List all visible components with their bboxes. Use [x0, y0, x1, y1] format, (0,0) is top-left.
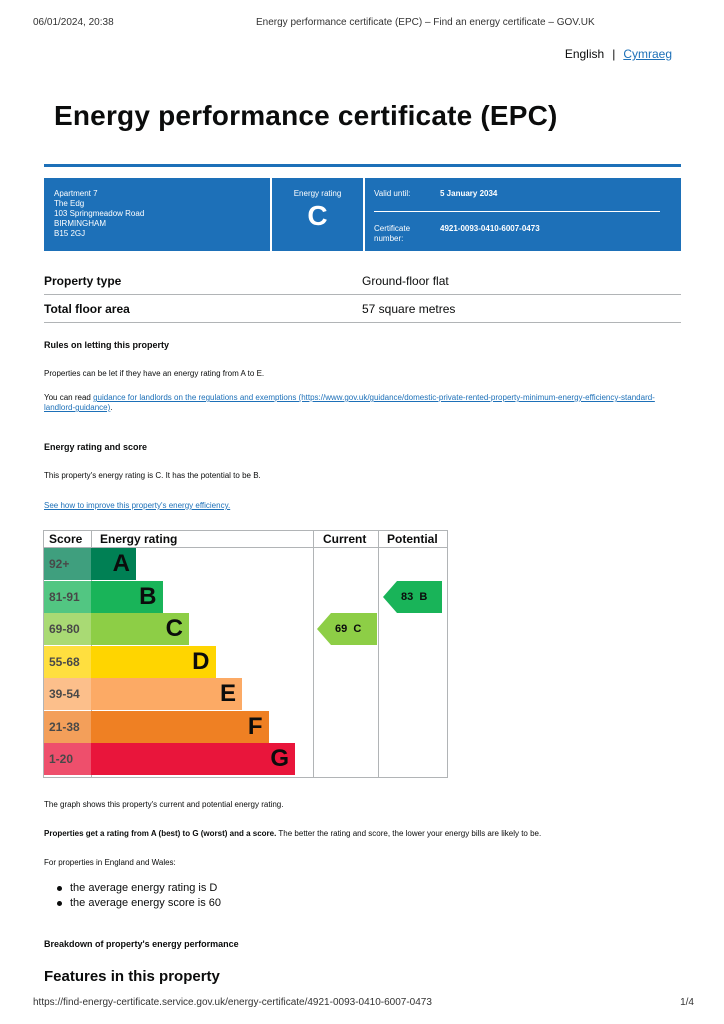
averages-list	[54, 881, 221, 911]
epc-summary-box	[44, 178, 681, 251]
language-switcher	[565, 47, 672, 61]
rating-band-d	[44, 646, 313, 678]
list-item: the average energy score is 60	[54, 896, 221, 911]
band-bar	[91, 613, 189, 645]
rating-explanation	[44, 829, 541, 838]
property-address	[54, 189, 144, 239]
rating-band-b	[44, 581, 313, 613]
address-line: B15 2GJ	[54, 229, 86, 238]
band-score-label: 21-38	[44, 711, 91, 743]
language-cymraeg-link[interactable]: Cymraeg	[623, 47, 672, 61]
letting-guidance	[44, 393, 664, 413]
rating-band-f	[44, 711, 313, 743]
band-letter: B	[139, 582, 157, 610]
print-datetime: 06/01/2024, 20:38	[33, 17, 114, 28]
chart-column-divider	[313, 531, 314, 777]
list-item: the average energy rating is D	[54, 881, 221, 896]
band-letter: D	[192, 647, 210, 675]
rating-band-c	[44, 613, 313, 645]
band-letter: A	[112, 550, 130, 577]
print-footer-url: https://find-energy-certificate.service.gov.uk/energy-certificate/4921-0093-0410-6007-0473	[33, 997, 432, 1008]
print-footer-page: 1/4	[680, 997, 694, 1008]
band-bar	[91, 581, 163, 613]
print-page-title: Energy performance certificate (EPC) – Find an energy certificate – GOV.UK	[256, 17, 595, 28]
address-line: BIRMINGHAM	[54, 219, 106, 228]
language-separator: |	[612, 47, 616, 61]
rating-explanation-rest: The better the rating and score, the lower your energy bills are likely to be.	[276, 829, 542, 838]
band-bar	[91, 678, 242, 710]
rating-band-g	[44, 743, 313, 775]
chart-header-current: Current	[323, 532, 367, 546]
address-line: 103 Springmeadow Road	[54, 209, 145, 218]
rating-explanation-bold: Properties get a rating from A (best) to G (worst) and a score.	[44, 829, 277, 838]
band-score-label: 69-80	[44, 613, 91, 645]
guidance-link[interactable]: guidance for landlords on the regulations and exemptions (https://www.gov.uk/guidance/domestic-private-rented-property-minimum-energy-efficiency-standard-landlord-guidance)	[44, 393, 655, 412]
chart-column-divider	[378, 531, 379, 777]
letting-text: Properties can be let if they have an energy rating from A to E.	[44, 369, 265, 378]
band-letter: E	[219, 680, 236, 707]
band-score-label: 55-68	[44, 646, 91, 678]
current-rating-arrow	[317, 613, 377, 645]
rating-band-a	[44, 548, 313, 580]
graph-caption: The graph shows this property's current and potential energy rating.	[44, 800, 284, 809]
floor-area-label: Total floor area	[44, 302, 130, 316]
address-line: The Edg	[54, 199, 85, 208]
address-line: Apartment 7	[54, 189, 98, 198]
floor-area-value: 57 square metres	[362, 302, 456, 316]
band-bar	[91, 646, 216, 678]
letting-heading: Rules on letting this property	[44, 340, 170, 350]
page-title: Energy performance certificate (EPC)	[54, 100, 558, 131]
band-bar	[91, 743, 295, 775]
rating-band-e	[44, 678, 313, 710]
certificate-number-value: 4921-0093-0410-6007-0473	[440, 224, 540, 233]
valid-until-value: 5 January 2034	[440, 189, 498, 198]
current-rating-arrow-label: 69 C	[335, 623, 362, 635]
property-type-label: Property type	[44, 274, 122, 288]
band-letter: C	[165, 615, 183, 642]
features-heading: Features in this property	[44, 968, 220, 985]
energy-rating-letter: C	[307, 200, 328, 231]
band-score-label: 81-91	[44, 581, 91, 613]
band-letter: F	[247, 712, 263, 740]
chart-header-energy-rating: Energy rating	[100, 532, 178, 546]
breakdown-heading: Breakdown of property's energy performance	[44, 939, 239, 949]
summary-divider	[363, 178, 365, 251]
band-score-label: 1-20	[44, 743, 91, 775]
rating-text: This property's energy rating is C. It has the potential to be B.	[44, 471, 261, 480]
title-rule	[44, 164, 681, 167]
band-bar	[91, 711, 269, 743]
band-letter: G	[270, 745, 289, 772]
property-type-row	[44, 267, 681, 295]
language-current: English	[564, 47, 605, 61]
guidance-prefix: You can read	[44, 393, 94, 402]
valid-until-label: Valid until:	[374, 189, 411, 198]
band-bar	[91, 548, 136, 580]
england-wales-intro: For properties in England and Wales:	[44, 858, 176, 867]
summary-rule	[374, 211, 660, 212]
certificate-number-label: Certificate number:	[374, 224, 411, 243]
chart-header-score: Score	[49, 532, 83, 546]
chart-header-potential: Potential	[387, 532, 438, 546]
energy-rating-label: Energy rating	[293, 189, 342, 198]
potential-rating-arrow	[383, 581, 442, 613]
potential-rating-arrow-label: 83 B	[401, 590, 428, 603]
band-score-label: 92+	[44, 548, 91, 580]
property-type-value: Ground-floor flat	[362, 274, 449, 288]
floor-area-row	[44, 295, 681, 323]
band-score-label: 39-54	[44, 678, 91, 710]
guidance-suffix: .	[110, 403, 113, 412]
rating-heading: Energy rating and score	[44, 442, 148, 452]
energy-rating-chart	[43, 530, 448, 778]
improve-efficiency-link[interactable]: See how to improve this property's energy efficiency.	[44, 501, 231, 510]
